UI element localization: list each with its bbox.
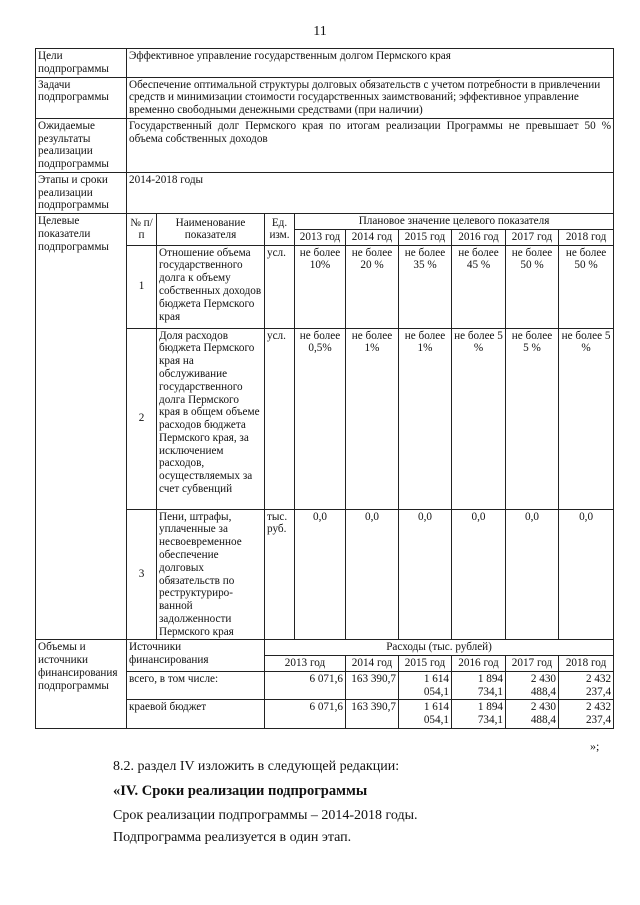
indicators-header-row (36, 214, 614, 230)
indicator-num: 2 (127, 328, 157, 509)
page-number: 11 (313, 24, 327, 39)
indicator-unit: усл. (265, 245, 295, 328)
tasks-text: Обеспечение оптимальной структуры долговых обязательств с учетом потребности в привлечении средств и минимизации стоимости государственных заимствований; эффективное управление временно свободными денежными средствами (при наличии) (127, 77, 614, 118)
col-unit-header: Ед. изм. (265, 214, 295, 246)
col-plan-header: Плановое значение целевого показателя (295, 214, 614, 230)
fin-year-header: 2017 год (506, 656, 559, 672)
financing-value: 6 071,6 (265, 700, 346, 729)
financing-label: Объемы и источники финансирования подпрограммы (36, 640, 127, 729)
stage-paragraph: Подпрограмма реализуется в один этап. (113, 830, 352, 845)
goals-text: Эффективное управление государственным долгом Пермского края (127, 49, 614, 78)
fin-year-header: 2016 год (452, 656, 506, 672)
indicator-unit: тыс. руб. (265, 509, 295, 640)
stages-row (36, 172, 614, 213)
results-label: Ожидаемые результаты реализации подпрограммы (36, 118, 127, 172)
indicator-value: не более 20 % (346, 245, 399, 328)
goals-row (36, 49, 614, 78)
indicator-value: 0,0 (506, 509, 559, 640)
indicator-value: не более 5 % (506, 328, 559, 509)
indicator-name: Пени, штрафы, уплаченные за несвоевременное обеспечение долговых обязательств по реструктуриро-ванной задолженности Пермского края (157, 509, 265, 640)
indicator-value: 0,0 (346, 509, 399, 640)
ind-year-header: 2016 год (452, 229, 506, 245)
col-expenses-header: Расходы (тыс. рублей) (265, 640, 614, 656)
fin-year-header: 2015 год (399, 656, 452, 672)
fin-year-header: 2013 год (265, 656, 346, 672)
subprogram-passport-table (35, 48, 614, 729)
ind-year-header: 2014 год (346, 229, 399, 245)
stages-label: Этапы и сроки реализации подпрограммы (36, 172, 127, 213)
indicators-label: Целевые показатели подпрограммы (36, 214, 127, 640)
indicator-num: 3 (127, 509, 157, 640)
indicator-name: Доля расходов бюджета Пермского края на обслуживание государственного долга Пермского края в общем объеме расходов бюджета Пермского края, за исключением расходов, осуществляемых за счет субвенций (157, 328, 265, 509)
indicator-value: 0,0 (452, 509, 506, 640)
col-source-header: Источники финансирования (127, 640, 265, 672)
ind-year-header: 2013 год (295, 229, 346, 245)
indicator-value: 0,0 (295, 509, 346, 640)
ind-year-header: 2017 год (506, 229, 559, 245)
indicator-value: не более 35 % (399, 245, 452, 328)
financing-value: 163 390,7 (346, 671, 399, 700)
financing-value: 2 430 488,4 (506, 671, 559, 700)
indicator-value: не более 10% (295, 245, 346, 328)
indicator-value: не более 1% (346, 328, 399, 509)
results-row (36, 118, 614, 172)
col-num-header: № п/п (127, 214, 157, 246)
financing-source: краевой бюджет (127, 700, 265, 729)
ind-year-header: 2015 год (399, 229, 452, 245)
indicator-value: не более 50 % (559, 245, 614, 328)
financing-value: 1 614 054,1 (399, 700, 452, 729)
indicator-value: не более 5 % (452, 328, 506, 509)
closing-quote-mark: »; (590, 739, 600, 753)
financing-value: 1 894 734,1 (452, 700, 506, 729)
indicator-value: не более 0,5% (295, 328, 346, 509)
financing-value: 2 432 237,4 (559, 671, 614, 700)
indicator-value: не более 45 % (452, 245, 506, 328)
term-paragraph: Срок реализации подпрограммы – 2014-2018 годы. (113, 808, 418, 823)
financing-value: 163 390,7 (346, 700, 399, 729)
indicator-value: не более 1% (399, 328, 452, 509)
fin-year-header: 2018 год (559, 656, 614, 672)
financing-value: 2 432 237,4 (559, 700, 614, 729)
ind-year-header: 2018 год (559, 229, 614, 245)
indicator-value: 0,0 (399, 509, 452, 640)
tasks-label: Задачи подпрограммы (36, 77, 127, 118)
indicator-num: 1 (127, 245, 157, 328)
stages-text: 2014-2018 годы (127, 172, 614, 213)
financing-value: 6 071,6 (265, 671, 346, 700)
indicator-unit: усл. (265, 328, 295, 509)
fin-year-header: 2014 год (346, 656, 399, 672)
amendment-paragraph: 8.2. раздел IV изложить в следующей редакции: (113, 759, 400, 774)
indicator-value: не более 5 % (559, 328, 614, 509)
financing-value: 1 614 054,1 (399, 671, 452, 700)
indicator-name: Отношение объема государственного долга к объему собственных доходов бюджета Пермского края (157, 245, 265, 328)
results-text: Государственный долг Пермского края по итогам реализации Программы не превышает 50 % объема собственных доходов (127, 118, 614, 172)
col-name-header: Наименование показателя (157, 214, 265, 246)
section-heading: «IV. Сроки реализации подпрограммы (113, 783, 368, 799)
financing-source: всего, в том числе: (127, 671, 265, 700)
financing-value: 1 894 734,1 (452, 671, 506, 700)
financing-value: 2 430 488,4 (506, 700, 559, 729)
goals-label: Цели подпрограммы (36, 49, 127, 78)
indicator-value: 0,0 (559, 509, 614, 640)
tasks-row (36, 77, 614, 118)
indicator-value: не более 50 % (506, 245, 559, 328)
financing-header-row (36, 640, 614, 656)
